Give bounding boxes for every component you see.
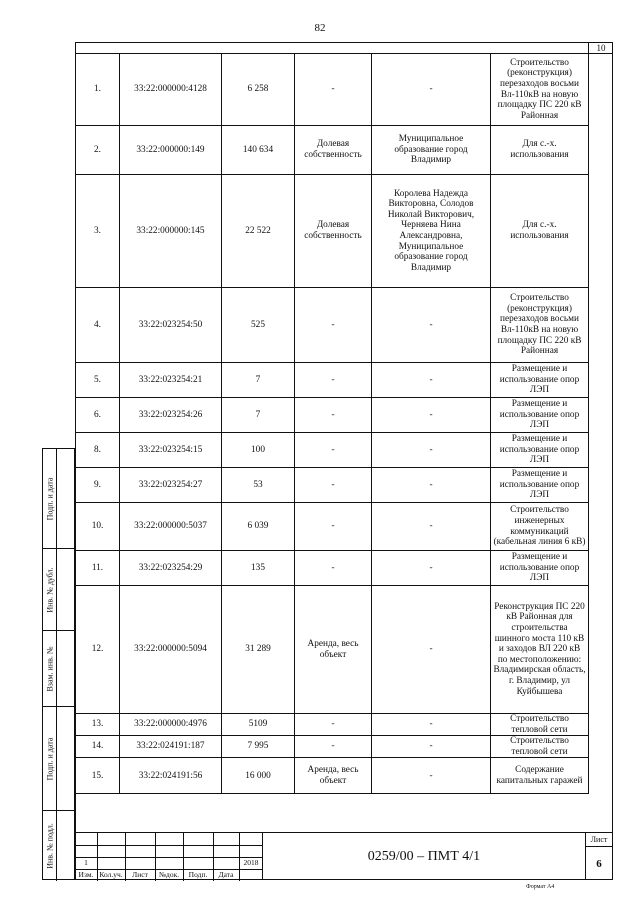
side-label-3: Взам. инв. № — [45, 645, 55, 692]
title-block — [75, 832, 613, 880]
change-value: 1 — [84, 858, 88, 867]
right-holder-cell: - — [372, 714, 491, 736]
sheet-number: 6 — [596, 858, 602, 870]
cadastral-number-cell: 33:22:023254:50 — [120, 288, 222, 363]
row-number-cell: 11. — [76, 551, 120, 586]
area-cell: 22 522 — [222, 175, 295, 288]
table-row — [76, 288, 589, 363]
land-plots-table — [75, 53, 589, 794]
side-label-5: Инв. № подл. — [45, 823, 55, 869]
area-cell: 5109 — [222, 714, 295, 736]
table-row — [76, 54, 589, 126]
purpose-cell: Строительство (реконструкция) перезаходов восьми Вл-110кВ на новую площадку ПС 220 кВ Районная — [491, 288, 589, 363]
purpose-cell: Размещение и использование опор ЛЭП — [491, 433, 589, 468]
right-holder-cell: - — [372, 586, 491, 714]
right-holder-cell: - — [372, 468, 491, 503]
purpose-cell: Строительство инженерных коммуникаций (кабельная линия 6 кВ) — [491, 503, 589, 551]
cadastral-number-cell: 33:22:023254:21 — [120, 363, 222, 398]
purpose-cell: Размещение и использование опор ЛЭП — [491, 398, 589, 433]
purpose-cell: Для с.-х. использования — [491, 175, 589, 288]
table-row — [76, 714, 589, 736]
area-cell: 53 — [222, 468, 295, 503]
table-row — [76, 175, 589, 288]
right-type-cell: - — [295, 433, 372, 468]
sheet-label: Лист — [586, 833, 612, 847]
right-holder-cell: Королева Надежда Викторовна, Солодов Николай Викторович, Черняева Нина Александровна, Муниципальное образование город Владимир — [372, 175, 491, 288]
table-row — [76, 126, 589, 175]
table-row — [76, 586, 589, 714]
right-holder-cell: - — [372, 736, 491, 758]
cadastral-number-cell: 33:22:023254:29 — [120, 551, 222, 586]
row-number-cell: 8. — [76, 433, 120, 468]
right-holder-cell: - — [372, 54, 491, 126]
cadastral-number-cell: 33:22:000000:5094 — [120, 586, 222, 714]
side-label-4: Подп. и дата — [45, 737, 55, 780]
table-row — [76, 433, 589, 468]
side-strip — [42, 448, 75, 880]
area-cell: 7 995 — [222, 736, 295, 758]
side-cell-4 — [43, 707, 76, 811]
table-row — [76, 468, 589, 503]
right-holder-cell: Муниципальное образование город Владимир — [372, 126, 491, 175]
area-cell: 6 039 — [222, 503, 295, 551]
header-doc: №док. — [158, 870, 180, 879]
table-row — [76, 551, 589, 586]
cadastral-number-cell: 33:22:000000:145 — [120, 175, 222, 288]
cadastral-number-cell: 33:22:023254:27 — [120, 468, 222, 503]
side-cell-5 — [43, 811, 76, 881]
sheet-box — [585, 832, 613, 880]
row-number-cell: 12. — [76, 586, 120, 714]
right-type-cell: Долевая собственность — [295, 126, 372, 175]
cadastral-number-cell: 33:22:000000:5037 — [120, 503, 222, 551]
purpose-cell: Строительство тепловой сети — [491, 736, 589, 758]
header-change: Изм. — [78, 870, 94, 879]
side-label-1: Подп. и дата — [45, 477, 55, 520]
right-type-cell: - — [295, 363, 372, 398]
right-holder-cell: - — [372, 363, 491, 398]
row-number-cell: 1. — [76, 54, 120, 126]
purpose-cell: Реконструкция ПС 220 кВ Районная для строительства шинного моста 110 кВ и заходов ВЛ 220 кВ по местоположению: Владимирская область, г. Владимир, ул Куйбышева — [491, 586, 589, 714]
row-number-cell: 5. — [76, 363, 120, 398]
purpose-cell: Для с.-х. использования — [491, 126, 589, 175]
table-row — [76, 736, 589, 758]
cadastral-number-cell: 33:22:023254:15 — [120, 433, 222, 468]
side-label-2: Инв. № дубл. — [45, 566, 55, 613]
row-number-cell: 13. — [76, 714, 120, 736]
header-sign: Подп. — [188, 870, 208, 879]
header-date: Дата — [218, 870, 234, 879]
row-number-cell: 6. — [76, 398, 120, 433]
right-holder-cell: - — [372, 758, 491, 794]
cadastral-number-cell: 33:22:024191:187 — [120, 736, 222, 758]
cadastral-number-cell: 33:22:000000:4976 — [120, 714, 222, 736]
right-type-cell: - — [295, 288, 372, 363]
right-type-cell: - — [295, 503, 372, 551]
cadastral-number-cell: 33:22:000000:149 — [120, 126, 222, 175]
row-number-cell: 3. — [76, 175, 120, 288]
purpose-cell: Строительство тепловой сети — [491, 714, 589, 736]
side-cell-2 — [43, 549, 76, 631]
purpose-cell: Размещение и использование опор ЛЭП — [491, 468, 589, 503]
row-number-cell: 14. — [76, 736, 120, 758]
side-cell-3 — [43, 631, 76, 707]
right-type-cell: - — [295, 468, 372, 503]
cadastral-number-cell: 33:22:000000:4128 — [120, 54, 222, 126]
side-cell-1 — [43, 449, 76, 549]
cadastral-number-cell: 33:22:024191:56 — [120, 758, 222, 794]
right-type-cell: Долевая собственность — [295, 175, 372, 288]
row-number-cell: 9. — [76, 468, 120, 503]
right-type-cell: Аренда, весь объект — [295, 586, 372, 714]
row-number-cell: 10. — [76, 503, 120, 551]
header-sheet: Лист — [132, 870, 148, 879]
right-holder-cell: - — [372, 433, 491, 468]
area-cell: 7 — [222, 363, 295, 398]
year-value: 2018 — [243, 858, 259, 867]
right-type-cell: - — [295, 551, 372, 586]
cadastral-number-cell: 33:22:023254:26 — [120, 398, 222, 433]
format-label: Формат А4 — [526, 884, 555, 890]
document-code: 0259/00 – ПМТ 4/1 — [263, 832, 585, 880]
table-row — [76, 363, 589, 398]
table-row — [76, 758, 589, 794]
title-block-grid — [75, 832, 263, 880]
area-cell: 140 634 — [222, 126, 295, 175]
right-type-cell: - — [295, 54, 372, 126]
row-number-cell: 2. — [76, 126, 120, 175]
area-cell: 16 000 — [222, 758, 295, 794]
purpose-cell: Размещение и использование опор ЛЭП — [491, 363, 589, 398]
table-row — [76, 398, 589, 433]
right-holder-cell: - — [372, 288, 491, 363]
row-number-cell: 4. — [76, 288, 120, 363]
right-holder-cell: - — [372, 398, 491, 433]
right-holder-cell: - — [372, 503, 491, 551]
area-cell: 100 — [222, 433, 295, 468]
area-cell: 135 — [222, 551, 295, 586]
area-cell: 6 258 — [222, 54, 295, 126]
page-number: 82 — [314, 22, 326, 34]
purpose-cell: Строительство (реконструкция) перезаходов восьми Вл-110кВ на новую площадку ПС 220 кВ Районная — [491, 54, 589, 126]
row-number-cell: 15. — [76, 758, 120, 794]
header-count: Кол.уч. — [99, 870, 123, 879]
right-type-cell: - — [295, 736, 372, 758]
right-type-cell: Аренда, весь объект — [295, 758, 372, 794]
right-holder-cell: - — [372, 551, 491, 586]
right-type-cell: - — [295, 714, 372, 736]
purpose-cell: Содержание капитальных гаражей — [491, 758, 589, 794]
right-type-cell: - — [295, 398, 372, 433]
area-cell: 525 — [222, 288, 295, 363]
area-cell: 7 — [222, 398, 295, 433]
sheet-tab: 10 — [588, 42, 613, 54]
table-row — [76, 503, 589, 551]
purpose-cell: Размещение и использование опор ЛЭП — [491, 551, 589, 586]
area-cell: 31 289 — [222, 586, 295, 714]
